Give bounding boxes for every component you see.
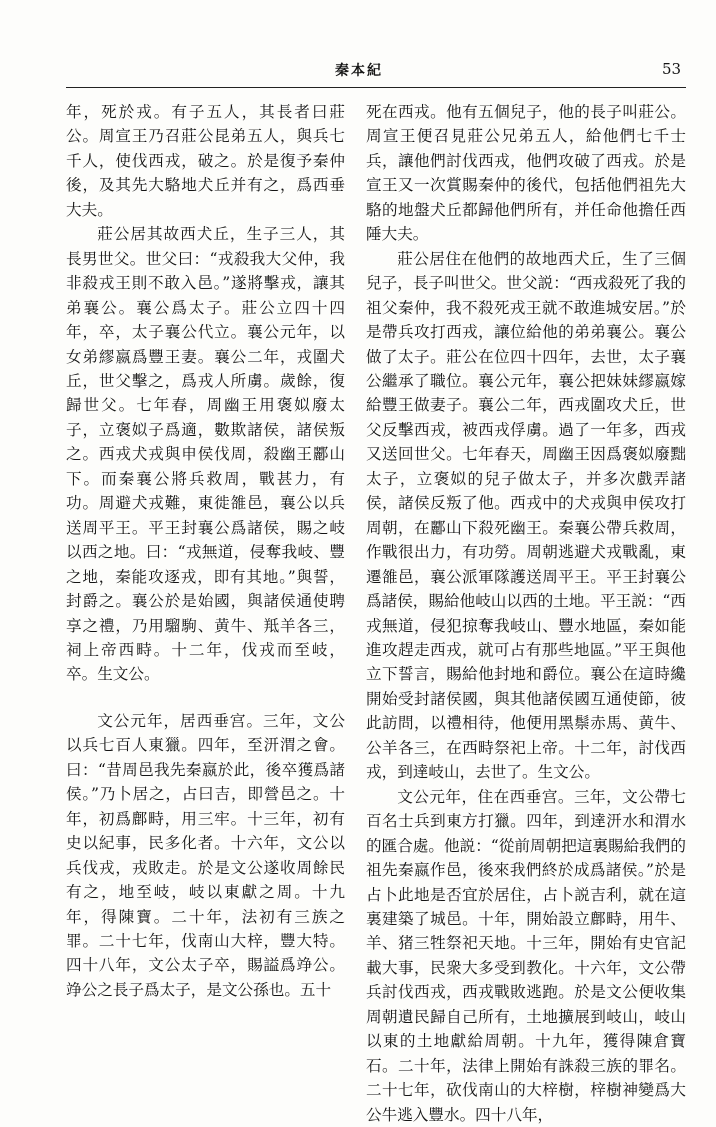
translation-paragraph: 莊公居住在他們的故地西犬丘，生了三個兒子，長子叫世父。世父説：“西戎殺死了我的祖父秦仲，我不殺死戎王就不敢進城安居。”於是帶兵攻打西戎，讓位給他的弟弟襄公。襄公做了太子。莊公在位四十四年，去世，太子襄公繼承了職位。襄公元年，襄公把妹妹繆嬴嫁給豐王做妻子。襄公二年，西戎圍攻犬丘，世父反擊西戎，被西戎俘虜。過了一年多，西戎又送回世父。七年春天，周幽王因爲褒姒廢黜太子，立褒姒的兒子做太子，并多次戲弄諸侯，諸侯反叛了他。西戎中的犬戎與申侯攻打周朝，在酈山下殺死幽王。秦襄公帶兵救周，作戰很出力，有功勞。周朝逃避犬戎戰亂，東遷雒邑，襄公派軍隊護送周平王。平王封襄公爲諸侯，賜給他岐山以西的土地。平王説：“西戎無道，侵犯掠奪我岐山、豐水地區，秦如能進攻趕走西戎，就可占有那些地區。”平王與他立下誓言，賜給他封地和爵位。襄公在這時纔開始受封諸侯國，與其他諸侯國互通使節，彼此訪問，以禮相待，他便用黑鬃赤馬、黄牛、公羊各三，在西畤祭祀上帝。十二年，討伐西戎，到達岐山，去世了。生文公。	[366, 249, 686, 782]
translation-column	[366, 100, 686, 1127]
header-rule	[66, 87, 686, 88]
page-number: 53	[662, 60, 682, 78]
classical-text-column	[66, 100, 345, 1002]
running-header	[0, 60, 716, 88]
classical-paragraph: 年，死於戎。有子五人，其長者曰莊公。周宣王乃召莊公昆弟五人，與兵七千人，使伐西戎，破之。於是復予秦仲後，及其先大駱地犬丘并有之，爲西垂大夫。	[66, 103, 345, 219]
chapter-title: 秦本紀	[335, 63, 383, 79]
classical-paragraph: 莊公居其故西犬丘，生子三人，其長男世父。世父曰：“戎殺我大父仲，我非殺戎王則不敢入邑。”遂將擊戎，讓其弟襄公。襄公爲太子。莊公立四十四年，卒，太子襄公代立。襄公元年，以女弟繆嬴爲豐王妻。襄公二年，戎圍犬丘，世父擊之，爲戎人所虜。歲餘，復歸世父。七年春，周幽王用褒姒廢太子，立褒姒子爲適，數欺諸侯，諸侯叛之。西戎犬戎與申侯伐周，殺幽王酈山下。而秦襄公將兵救周，戰甚力，有功。周避犬戎難，東徙雒邑，襄公以兵送周平王。平王封襄公爲諸侯，賜之岐以西之地。曰：“戎無道，侵奪我岐、豐之地，秦能攻逐戎，即有其地。”與誓，封爵之。襄公於是始國，與諸侯通使聘享之禮，乃用騮駒、黄牛、羝羊各三，祠上帝西畤。十二年，伐戎而至岐，卒。生文公。	[66, 225, 345, 684]
translation-paragraph: 文公元年，住在西垂宫。三年，文公帶七百名士兵到東方打獵。四年，到達汧水和渭水的匯合處。他説：“從前周朝把這裏賜給我們的祖先秦嬴作邑，後來我們終於成爲諸侯。”於是占卜此地是否宜於居住，占卜説吉利，就在這裏建築了城邑。十年，開始設立鄜畤，用牛、羊、猪三牲祭祀天地。十三年，開始有史官記載大事，民衆大多受到教化。十六年，文公帶兵討伐西戎，西戎戰敗逃跑。於是文公便收集周朝遺民歸自己所有，土地擴展到岐山，岐山以東的土地獻給周朝。十九年，獲得陳倉寶石。二十年，法律上開始有誅殺三族的罪名。二十七年，砍伐南山的大梓樹，梓樹神變爲大公牛逃入豐水。四十八年，	[366, 787, 686, 1124]
classical-paragraph: 文公元年，居西垂宫。三年，文公以兵七百人東獵。四年，至汧渭之會。曰：“昔周邑我先秦嬴於此，後卒獲爲諸侯。”乃卜居之，占曰吉，即營邑之。十年，初爲鄜畤，用三牢。十三年，初有史以紀事，民多化者。十六年，文公以兵伐戎，戎敗走。於是文公遂收周餘民有之，地至岐，岐以東獻之周。十九年，得陳寶。二十年，法初有三族之罪。二十七年，伐南山大梓，豐大特。四十八年，文公太子卒，賜謚爲竫公。竫公之長子爲太子，是文公孫也。五十	[66, 711, 345, 999]
translation-paragraph: 死在西戎。他有五個兒子，他的長子叫莊公。周宣王便召見莊公兄弟五人，給他們七千士兵，讓他們討伐西戎，他們攻破了西戎。於是宣王又一次賞賜秦仲的後代，包括他們祖先大駱的地盤犬丘都歸他們所有，并任命他擔任西陲大夫。	[366, 103, 686, 244]
